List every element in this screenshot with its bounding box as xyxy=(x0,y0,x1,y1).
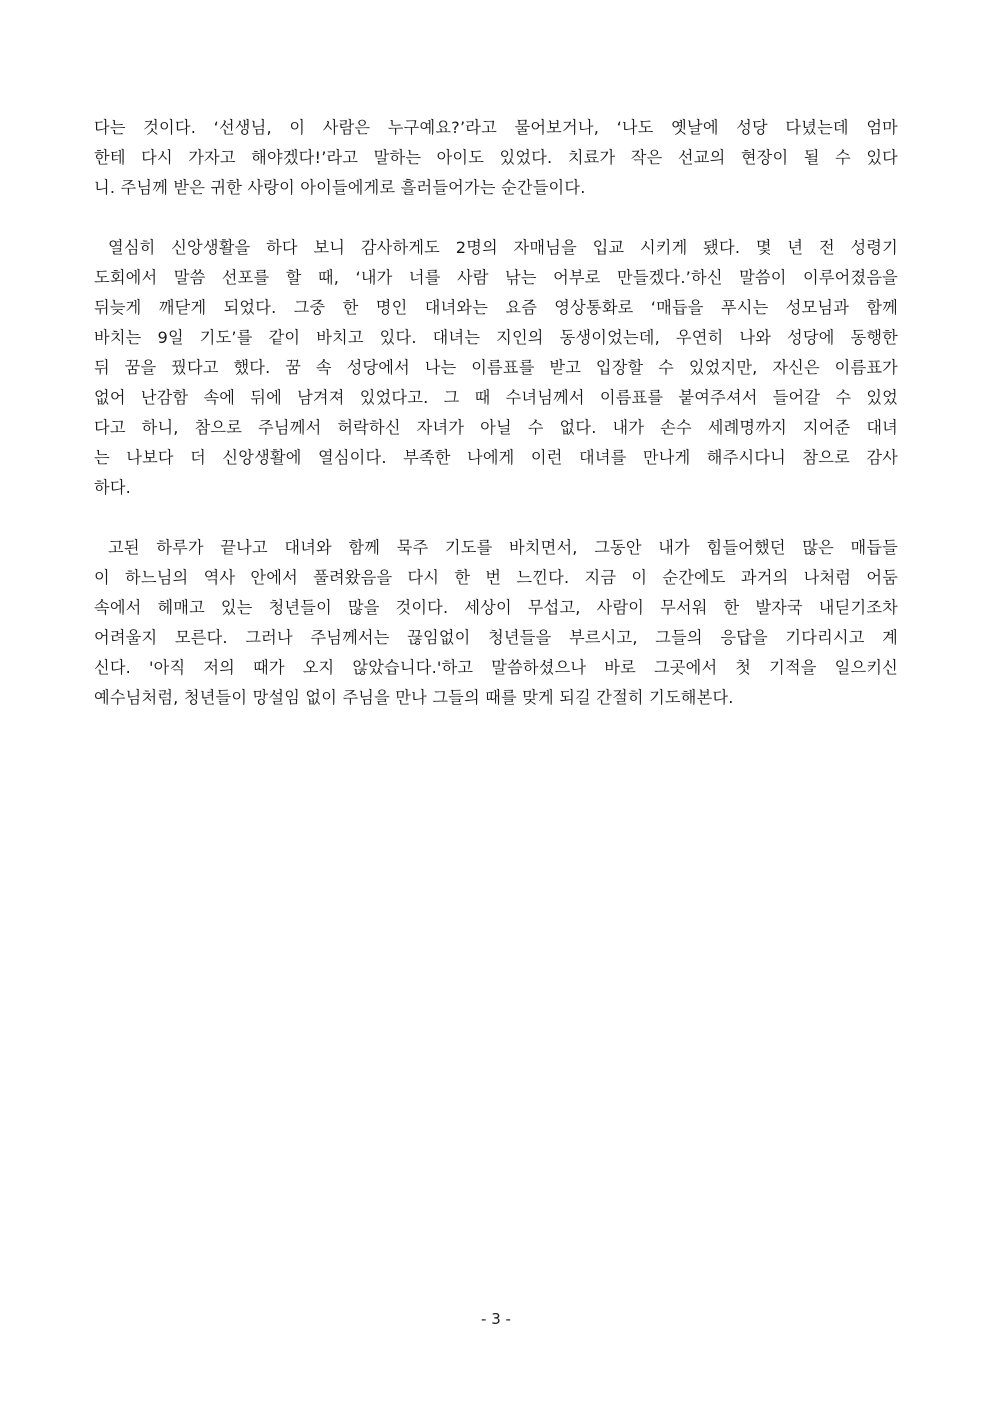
text-line: 뒤 꿈을 꿨다고 했다. 꿈 속 성당에서 나는 이름표를 받고 입장할 수 있었지만, 자신은 이름표가 xyxy=(94,358,898,377)
text-line: 도회에서 말씀 선포를 할 때, ‘내가 너를 사람 낚는 어부로 만들겠다.’하신 말씀이 이루어졌음을 xyxy=(94,268,898,287)
text-line: 없어 난감함 속에 뒤에 남겨져 있었다고. 그 때 수녀님께서 이름표를 붙여주셔서 들어갈 수 있었 xyxy=(94,388,898,407)
paragraph-3 xyxy=(94,533,898,713)
text-line: 다고 하니, 참으로 주님께서 허락하신 자녀가 아닐 수 없다. 내가 손수 세례명까지 지어준 대녀 xyxy=(94,418,898,437)
text-line: 니. 주님께 받은 귀한 사랑이 아이들에게로 흘러들어가는 순간들이다. xyxy=(94,178,586,197)
page-number: - 3 - xyxy=(481,1310,511,1328)
text-line: 는 나보다 더 신앙생활에 열심이다. 부족한 나에게 이런 대녀를 만나게 해주시다니 참으로 감사 xyxy=(94,448,898,467)
paragraph-1 xyxy=(94,113,898,203)
text-line: 신다. '아직 저의 때가 오지 않았습니다.'하고 말씀하셨으나 바로 그곳에서 첫 기적을 일으키신 xyxy=(94,658,898,677)
text-line: 어려울지 모른다. 그러나 주님께서는 끊임없이 청년들을 부르시고, 그들의 응답을 기다리시고 계 xyxy=(94,628,898,647)
paragraph-gap xyxy=(94,203,898,233)
text-line: 고된 하루가 끝나고 대녀와 함께 묵주 기도를 바치면서, 그동안 내가 힘들어했던 많은 매듭들 xyxy=(108,538,898,557)
text-line: 이 하느님의 역사 안에서 풀려왔음을 다시 한 번 느낀다. 지금 이 순간에도 과거의 나처럼 어둠 xyxy=(94,568,898,587)
document-body xyxy=(94,113,898,713)
paragraph-2 xyxy=(94,233,898,503)
text-line: 바치는 9일 기도’를 같이 바치고 있다. 대녀는 지인의 동생이었는데, 우연히 나와 성당에 동행한 xyxy=(94,328,898,347)
text-line: 한테 다시 가자고 해야겠다!’라고 말하는 아이도 있었다. 치료가 작은 선교의 현장이 될 수 있다 xyxy=(94,148,898,167)
text-line: 뒤늦게 깨닫게 되었다. 그중 한 명인 대녀와는 요즘 영상통화로 ‘매듭을 푸시는 성모님과 함께 xyxy=(94,298,898,317)
paragraph-gap xyxy=(94,503,898,533)
text-line: 다는 것이다. ‘선생님, 이 사람은 누구예요?’라고 물어보거나, ‘나도 옛날에 성당 다녔는데 엄마 xyxy=(94,118,898,137)
text-line: 예수님처럼, 청년들이 망설임 없이 주님을 만나 그들의 때를 맞게 되길 간절히 기도해본다. xyxy=(94,688,734,707)
text-line: 속에서 헤매고 있는 청년들이 많을 것이다. 세상이 무섭고, 사람이 무서워 한 발자국 내딛기조차 xyxy=(94,598,898,617)
text-line: 열심히 신앙생활을 하다 보니 감사하게도 2명의 자매님을 입교 시키게 됐다. 몇 년 전 성령기 xyxy=(108,238,898,257)
text-line: 하다. xyxy=(94,478,132,497)
